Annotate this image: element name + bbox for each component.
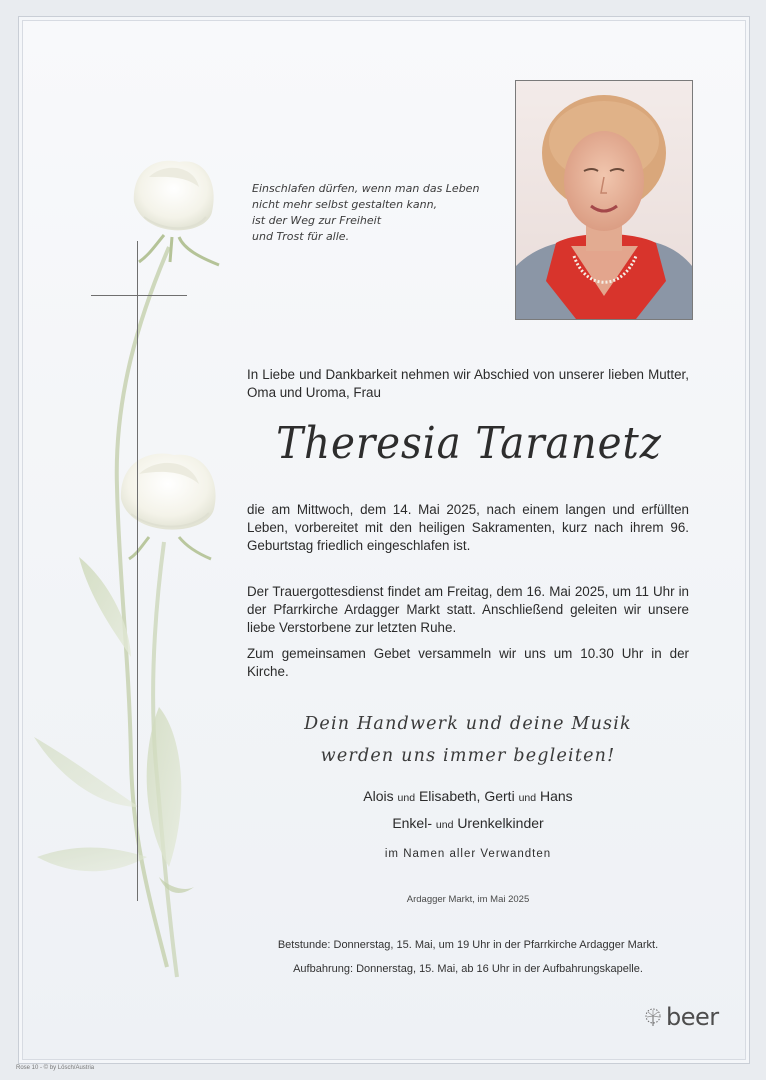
family-line-1 <box>247 788 689 804</box>
family-connector: und <box>435 819 454 831</box>
prayer-text: Zum gemeinsamen Gebet versammeln wir uns um 10.30 Uhr in der Kirche. <box>247 646 689 679</box>
portrait-illustration <box>516 81 692 319</box>
deceased-name: Theresia Taranetz <box>276 418 662 469</box>
cross-horizontal-bar <box>91 295 187 296</box>
logo-text: beer <box>666 1003 719 1031</box>
beer-logo <box>643 1003 719 1031</box>
family-name: Alois <box>363 788 394 804</box>
obituary-card <box>18 16 750 1064</box>
quote-line-2: werden uns immer begleiten! <box>320 746 616 766</box>
family-connector: und <box>518 792 537 804</box>
funeral-service-text: Der Trauergottesdienst findet am Freitag, dem 16. Mai 2025, um 11 Uhr in der Pfarrkirche Ardagger Markt statt. Anschließend geleiten wir unsere liebe Verstorbene zur letzten Ruhe. <box>247 584 689 635</box>
cross-vertical-bar <box>137 241 138 901</box>
betstunde-info: Betstunde: Donnerstag, 15. Mai, um 19 Uhr in der Pfarrkirche Ardagger Markt. <box>277 939 659 951</box>
motto-line: nicht mehr selbst gestalten kann, <box>252 198 438 211</box>
white-rose-illustration <box>19 17 239 1017</box>
relatives-line: im Namen aller Verwandten <box>384 848 552 860</box>
copyright-footnote: Rose 10 - © by Lösch/Austria <box>16 1065 95 1071</box>
family-name: Elisabeth, Gerti <box>418 788 515 804</box>
motto-line: ist der Weg zur Freiheit <box>252 214 382 227</box>
quote-line-1: Dein Handwerk und deine Musik <box>304 714 632 734</box>
aufbahrung-info: Aufbahrung: Donnerstag, 15. Mai, ab 16 Uhr in der Aufbahrungskapelle. <box>293 963 643 975</box>
dandelion-icon <box>643 1007 663 1027</box>
intro-text: In Liebe und Dankbarkeit nehmen wir Abschied von unserer lieben Mutter, Oma und Uroma, Frau <box>247 367 689 400</box>
motto-line: und Trost für alle. <box>252 230 350 243</box>
motto-line: Einschlafen dürfen, wenn man das Leben <box>252 182 480 195</box>
family-line-2 <box>247 815 689 831</box>
family-name: Enkel- <box>392 815 432 831</box>
portrait-photo <box>515 80 693 320</box>
family-name: Urenkelkinder <box>457 815 544 831</box>
family-name: Hans <box>540 788 573 804</box>
family-connector: und <box>397 792 416 804</box>
motto-verse <box>252 181 492 245</box>
death-notice-text: die am Mittwoch, dem 14. Mai 2025, nach einem langen und erfüllten Leben, vorbereitet mit den heiligen Sakramenten, kurz nach ihrem 96. Geburtstag friedlich eingeschlafen ist. <box>247 502 689 553</box>
place-date: Ardagger Markt, im Mai 2025 <box>406 894 530 905</box>
